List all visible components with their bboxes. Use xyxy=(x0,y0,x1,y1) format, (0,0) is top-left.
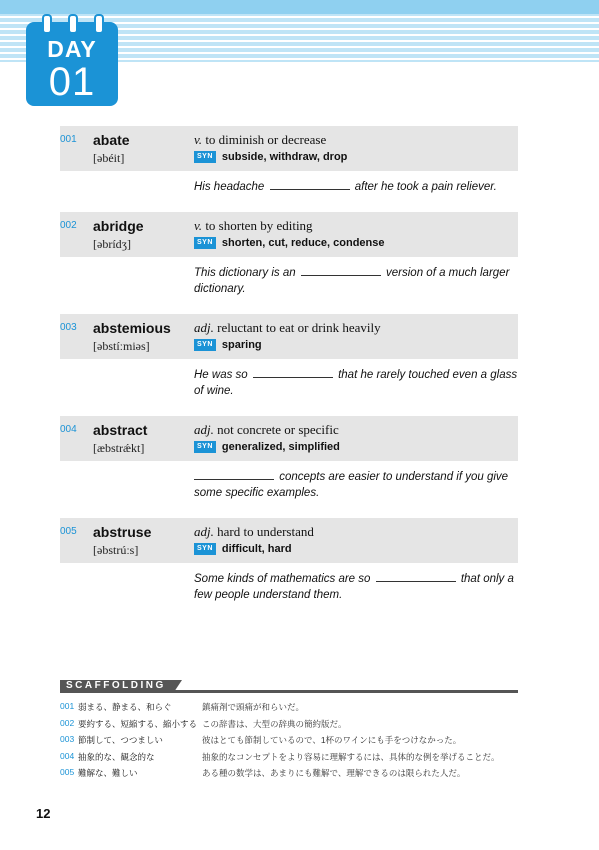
syn-tag: SYN xyxy=(194,441,216,453)
example-sentence xyxy=(194,570,524,603)
scaffolding-translation: ある種の数学は、あまりにも難解で、理解できるのは限られた人だ。 xyxy=(202,768,466,778)
entry-number: 002 xyxy=(60,220,77,231)
example-sentence xyxy=(194,264,524,297)
sentence-before: This dictionary is an xyxy=(194,267,296,279)
scaffolding-number: 005 xyxy=(60,767,75,777)
entry-header xyxy=(60,314,518,359)
part-of-speech: adj. xyxy=(194,320,214,335)
definition-text: to shorten by editing xyxy=(205,218,313,233)
header-stripe-top xyxy=(0,0,599,14)
calendar-ring-icon xyxy=(42,14,52,34)
day-label: DAY xyxy=(47,36,97,62)
fill-in-blank xyxy=(301,264,381,276)
fill-in-blank xyxy=(253,366,333,378)
synonyms-row xyxy=(194,237,385,249)
entry-number: 004 xyxy=(60,424,77,435)
scaffolding-header xyxy=(60,680,518,694)
part-of-speech: v. xyxy=(194,218,203,233)
entry-definition xyxy=(194,422,339,438)
synonyms-row xyxy=(194,441,340,453)
syn-tag: SYN xyxy=(194,151,216,163)
example-sentence xyxy=(194,468,524,501)
scaffolding-title: SCAFFOLDING xyxy=(60,680,174,692)
synonyms-text: shorten, cut, reduce, condense xyxy=(221,237,385,249)
synonyms-text: generalized, simplified xyxy=(221,441,340,453)
vocab-entry xyxy=(60,126,518,193)
calendar-ring-icon xyxy=(68,14,78,34)
scaffolding-meaning: 節制して、つつましい xyxy=(78,735,163,745)
scaffolding-translation: 彼はとても節制しているので、1杯のワインにも手をつけなかった。 xyxy=(202,735,462,745)
entry-definition xyxy=(194,132,326,148)
synonyms-row xyxy=(194,339,262,351)
vocab-entry xyxy=(60,518,518,601)
entry-word: abstruse xyxy=(93,524,152,540)
sentence-after: that only a few people understand them. xyxy=(194,573,514,601)
entry-header xyxy=(60,518,518,563)
entry-definition xyxy=(194,320,381,336)
synonyms-row xyxy=(194,543,292,555)
fill-in-blank xyxy=(270,178,350,190)
entry-header xyxy=(60,126,518,171)
sentence-after: concepts are easier to understand if you give some specific examples. xyxy=(194,471,509,499)
fill-in-blank xyxy=(376,570,456,582)
syn-tag: SYN xyxy=(194,237,216,249)
vocab-entry xyxy=(60,212,518,295)
part-of-speech: v. xyxy=(194,132,203,147)
sentence-after: after he took a pain reliever. xyxy=(354,181,497,193)
sentence-after: version of a much larger dictionary. xyxy=(194,267,510,295)
entry-word: abstract xyxy=(93,422,148,438)
sentence-after: that he rarely touched even a glass of wine. xyxy=(194,369,518,397)
scaffolding-row xyxy=(60,701,530,718)
entry-pronunciation: [əbstrúːs] xyxy=(93,543,139,557)
day-number: 01 xyxy=(48,60,96,104)
page-number: 12 xyxy=(36,806,51,821)
definition-text: not concrete or specific xyxy=(217,422,339,437)
example-sentence xyxy=(194,178,524,195)
entry-pronunciation: [əbéit] xyxy=(93,151,125,165)
example-sentence xyxy=(194,366,524,399)
sentence-before: Some kinds of mathematics are so xyxy=(194,573,371,585)
synonyms-text: difficult, hard xyxy=(221,543,292,555)
scaffolding-list xyxy=(60,701,530,784)
entry-word: abstemious xyxy=(93,320,171,336)
day-badge xyxy=(26,22,118,106)
synonyms-row xyxy=(194,151,347,163)
scaffolding-number: 001 xyxy=(60,701,75,711)
vocab-entry xyxy=(60,416,518,499)
entry-pronunciation: [əbstíːmiəs] xyxy=(93,339,150,353)
scaffolding-row xyxy=(60,751,530,768)
entry-pronunciation: [æbstrǽkt] xyxy=(93,441,145,455)
definition-text: hard to understand xyxy=(217,524,314,539)
part-of-speech: adj. xyxy=(194,422,214,437)
entry-definition xyxy=(194,218,313,234)
syn-tag: SYN xyxy=(194,339,216,351)
scaffolding-translation: 鎮痛剤で頭痛が和らいだ。 xyxy=(202,702,305,712)
entry-pronunciation: [əbrídʒ] xyxy=(93,237,131,251)
sentence-before: His headache xyxy=(194,181,265,193)
definition-text: reluctant to eat or drink heavily xyxy=(217,320,381,335)
fill-in-blank xyxy=(194,468,274,480)
entry-word: abate xyxy=(93,132,130,148)
scaffolding-number: 004 xyxy=(60,750,75,761)
entry-number: 003 xyxy=(60,322,77,333)
scaffolding-row xyxy=(60,767,530,784)
entry-header xyxy=(60,212,518,257)
scaffolding-translation: この辞書は、大型の辞典の簡約版だ。 xyxy=(202,718,347,729)
sentence-before: He was so xyxy=(194,369,248,381)
scaffolding-meaning: 要約する、短縮する、縮小する xyxy=(78,718,198,729)
entry-number: 005 xyxy=(60,526,77,537)
entry-definition xyxy=(194,524,314,540)
synonyms-text: sparing xyxy=(221,339,262,351)
scaffolding-meaning: 抽象的な、観念的な xyxy=(78,751,155,762)
syn-tag: SYN xyxy=(194,543,216,555)
scaffolding-translation: 抽象的なコンセプトをより容易に理解するには、具体的な例を挙げることだ。 xyxy=(202,751,500,762)
definition-text: to diminish or decrease xyxy=(205,132,327,147)
scaffolding-number: 002 xyxy=(60,717,75,728)
entry-word: abridge xyxy=(93,218,144,234)
scaffolding-number: 003 xyxy=(60,734,75,744)
scaffolding-meaning: 弱まる、静まる、和らぐ xyxy=(78,702,172,712)
scaffolding-meaning: 難解な、難しい xyxy=(78,768,138,778)
synonyms-text: subside, withdraw, drop xyxy=(221,151,348,163)
calendar-ring-icon xyxy=(94,14,104,34)
part-of-speech: adj. xyxy=(194,524,214,539)
entry-number: 001 xyxy=(60,134,77,145)
scaffolding-row xyxy=(60,718,530,735)
vocab-entry xyxy=(60,314,518,397)
entry-header xyxy=(60,416,518,461)
scaffolding-row xyxy=(60,734,530,751)
